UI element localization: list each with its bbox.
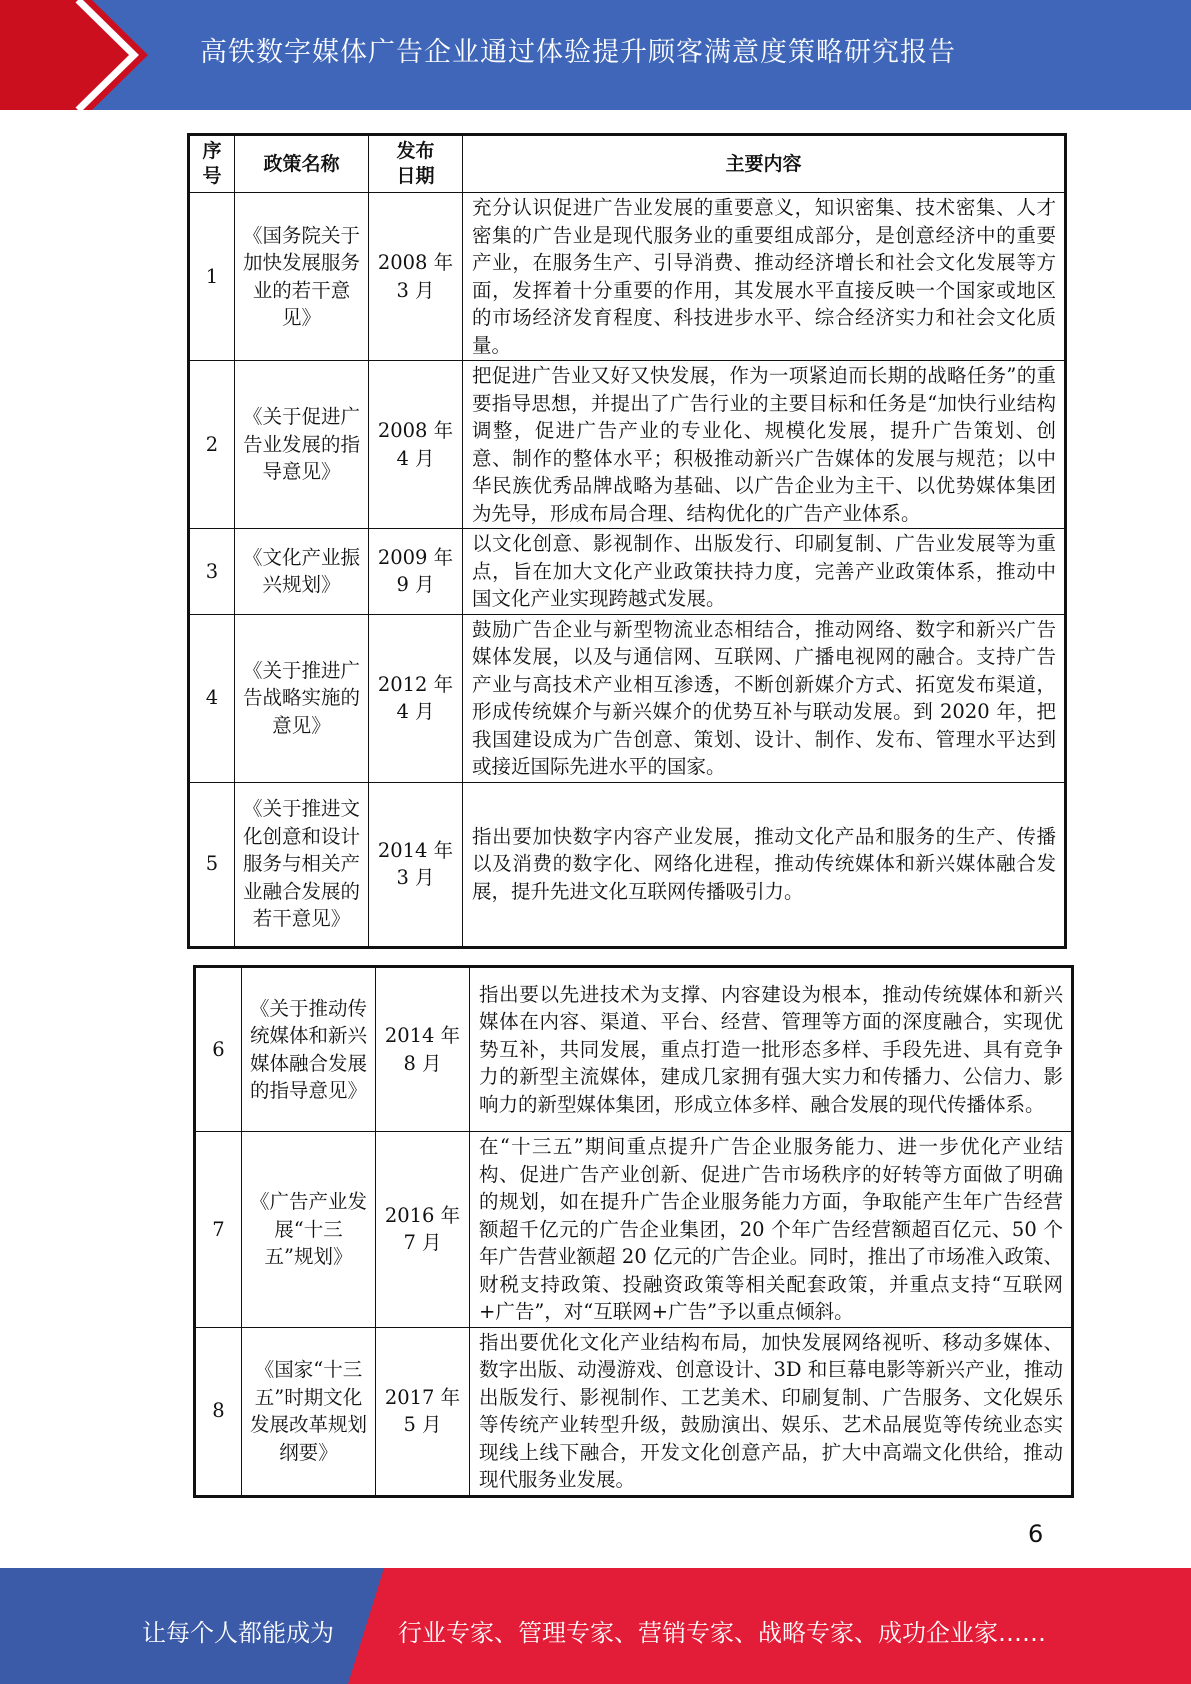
release-date: 2016 年 7 月 bbox=[376, 1132, 470, 1328]
policy-name: 《关于推进文化创意和设计服务与相关产业融合发展的若干意见》 bbox=[235, 782, 369, 947]
table-row bbox=[195, 967, 1073, 1132]
policy-name: 《关于促进广告业发展的指导意见》 bbox=[235, 361, 369, 529]
row-number: 6 bbox=[195, 967, 242, 1132]
policy-content: 指出要加快数字内容产业发展，推动文化产品和服务的生产、传播以及消费的数字化、网络化进程，推动传统媒体和新兴媒体融合发展，提升先进文化互联网传播吸引力。 bbox=[463, 782, 1066, 947]
row-number: 7 bbox=[195, 1132, 242, 1328]
release-date: 2014 年 8 月 bbox=[376, 967, 470, 1132]
policy-content: 把促进广告业又好又快发展，作为一项紧迫而长期的战略任务”的重要指导思想，并提出了广告行业的主要目标和任务是“加快行业结构调整，促进广告产业的专业化、规模化发展，提升广告策划、创意、制作的整体水平；积极推动新兴广告媒体的发展与规范；以中华民族优秀品牌战略为基础、以广告企业为主干、以优势媒体集团为先导，形成布局合理、结构优化的广告产业体系。 bbox=[463, 361, 1066, 529]
page-number: 6 bbox=[1028, 1520, 1044, 1548]
row-number: 4 bbox=[189, 614, 235, 782]
table-row bbox=[189, 782, 1066, 947]
table-header-row bbox=[189, 135, 1066, 193]
release-date: 2008 年 4 月 bbox=[369, 361, 463, 529]
row-number: 1 bbox=[189, 193, 235, 361]
page-header bbox=[0, 0, 1191, 110]
release-date: 2017 年 5 月 bbox=[376, 1327, 470, 1496]
page-footer bbox=[0, 1568, 1191, 1684]
policy-name: 《关于推进广告战略实施的意见》 bbox=[235, 614, 369, 782]
row-number: 2 bbox=[189, 361, 235, 529]
row-number: 5 bbox=[189, 782, 235, 947]
header-content: 主要内容 bbox=[463, 135, 1066, 193]
table-row bbox=[195, 1327, 1073, 1496]
table-row bbox=[189, 614, 1066, 782]
footer-slogan-left: 让每个人都能成为 bbox=[142, 1619, 334, 1647]
header-no: 序 号 bbox=[189, 135, 235, 193]
policy-content: 充分认识促进广告业发展的重要意义，知识密集、技术密集、人才密集的广告业是现代服务业的重要组成部分，是创意经济中的重要产业，在服务生产、引导消费、推动经济增长和社会文化发展等方面，发挥着十分重要的作用，其发展水平直接反映一个国家或地区的市场经济发育程度、科技进步水平、综合经济实力和社会文化质量。 bbox=[463, 193, 1066, 361]
policy-content: 指出要以先进技术为支撑、内容建设为根本，推动传统媒体和新兴媒体在内容、渠道、平台、经营、管理等方面的深度融合，实现优势互补，共同发展，重点打造一批形态多样、手段先进、具有竞争力的新型主流媒体，建成几家拥有强大实力和传播力、公信力、影响力的新型媒体集团，形成立体多样、融合发展的现代传播体系。 bbox=[470, 967, 1073, 1132]
policy-content: 鼓励广告企业与新型物流业态相结合，推动网络、数字和新兴广告媒体发展，以及与通信网、互联网、广播电视网的融合。支持广告产业与高技术产业相互渗透，不断创新媒介方式、拓宽发布渠道，形成传统媒介与新兴媒介的优势互补与联动发展。到 2020 年，把我国建设成为广告创意、策划、设计、制作、发布、管理水平达到或接近国际先进水平的国家。 bbox=[463, 614, 1066, 782]
header-arrow-decoration bbox=[0, 0, 150, 110]
footer-slogan-right: 行业专家、管理专家、营销专家、战略专家、成功企业家…… bbox=[398, 1619, 1046, 1647]
table-row bbox=[189, 529, 1066, 615]
table-row bbox=[195, 1132, 1073, 1328]
policy-name: 《文化产业振兴规划》 bbox=[235, 529, 369, 615]
policy-name: 《国务院关于加快发展服务业的若干意见》 bbox=[235, 193, 369, 361]
table-row bbox=[189, 193, 1066, 361]
row-number: 8 bbox=[195, 1327, 242, 1496]
header-name: 政策名称 bbox=[235, 135, 369, 193]
release-date: 2012 年 4 月 bbox=[369, 614, 463, 782]
row-number: 3 bbox=[189, 529, 235, 615]
policy-content: 指出要优化文化产业结构布局，加快发展网络视听、移动多媒体、数字出版、动漫游戏、创意设计、3D 和巨幕电影等新兴产业，推动出版发行、影视制作、工艺美术、印刷复制、广告服务、文化娱乐等传统产业转型升级，鼓励演出、娱乐、艺术品展览等传统业态实现线上线下融合，开发文化创意产品，扩大中高端文化供给，推动现代服务业发展。 bbox=[470, 1327, 1073, 1496]
policy-table-part-1 bbox=[187, 133, 1067, 949]
policy-table-part-2 bbox=[193, 965, 1074, 1498]
table-row bbox=[189, 361, 1066, 529]
policy-name: 《关于推动传统媒体和新兴媒体融合发展的指导意见》 bbox=[242, 967, 376, 1132]
release-date: 2014 年 3 月 bbox=[369, 782, 463, 947]
policy-content: 以文化创意、影视制作、出版发行、印刷复制、广告业发展等为重点，旨在加大文化产业政策扶持力度，完善产业政策体系，推动中国文化产业实现跨越式发展。 bbox=[463, 529, 1066, 615]
policy-content: 在“十三五”期间重点提升广告企业服务能力、进一步优化产业结构、促进广告产业创新、促进广告市场秩序的好转等方面做了明确的规划，如在提升广告企业服务能力方面，争取能产生年广告经营额超千亿元的广告企业集团，20 个年广告经营额超百亿元、50 个年广告营业额超 20 亿元的广告企业。同时，推出了市场准入政策、财税支持政策、投融资政策等相关配套政策，并重点支持“互联网+广告”，对“互联网+广告”予以重点倾斜。 bbox=[470, 1132, 1073, 1328]
policy-name: 《广告产业发展“十三五”规划》 bbox=[242, 1132, 376, 1328]
release-date: 2008 年 3 月 bbox=[369, 193, 463, 361]
policy-name: 《国家“十三五”时期文化发展改革规划纲要》 bbox=[242, 1327, 376, 1496]
release-date: 2009 年 9 月 bbox=[369, 529, 463, 615]
header-date: 发布 日期 bbox=[369, 135, 463, 193]
report-title: 高铁数字媒体广告企业通过体验提升顾客满意度策略研究报告 bbox=[200, 37, 956, 68]
